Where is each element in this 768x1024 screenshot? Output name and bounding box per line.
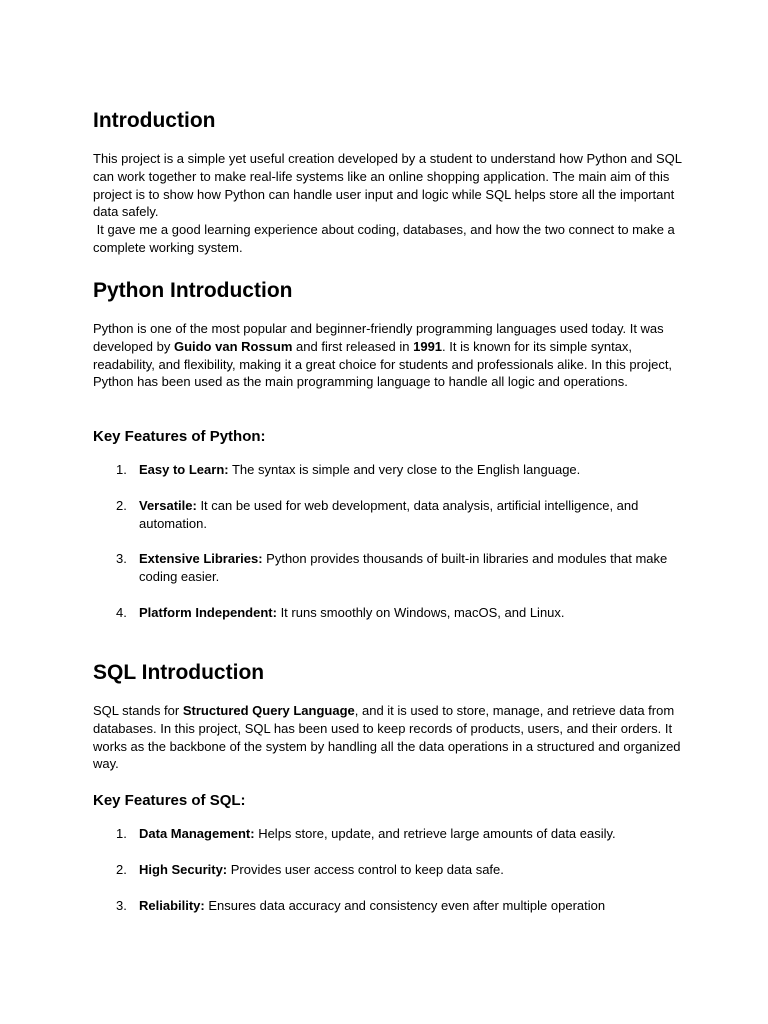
sql-paragraph	[93, 702, 683, 773]
sql-para-text-2: , and it is used to store, manage, and retrieve data from databases. In this project, SQL has been used to keep records of products, users, and their orders. It works as the backbone of the system by handling all the data operations in a structured and organized way.	[93, 703, 681, 772]
intro-paragraph-2: It gave me a good learning experience about coding, databases, and how the two connect to make a complete working system.	[93, 222, 679, 255]
list-item-label: Platform Independent:	[139, 604, 277, 620]
list-item	[93, 461, 683, 479]
intro-paragraph: This project is a simple yet useful creation developed by a student to understand how Python and SQL can work together to make real-life systems like an online shopping application. The main aim of this project is to show how Python can handle user input and logic while SQL helps store all the important data safely.	[93, 151, 682, 220]
list-item-text: Provides user access control to keep data safe.	[227, 861, 504, 877]
sql-features-heading: Key Features of SQL:	[93, 792, 246, 809]
section-heading-sql: SQL Introduction	[93, 661, 265, 684]
list-item-number: 2.	[116, 861, 127, 877]
list-item-text: The syntax is simple and very close to the English language.	[228, 462, 581, 477]
list-item-number: 3.	[116, 551, 127, 567]
python-paragraph	[93, 320, 683, 391]
list-item	[93, 604, 683, 622]
sql-features-list	[93, 825, 683, 914]
list-item-number: 4.	[116, 604, 127, 620]
list-item-label: Reliability:	[139, 897, 205, 913]
python-para-text-1: Python is one of the most popular and beginner-friendly programming languages used today. It was developed by	[93, 321, 664, 354]
list-item	[93, 861, 683, 879]
python-para-bold-year: 1991	[413, 338, 443, 354]
list-item	[93, 897, 683, 915]
list-item	[93, 497, 683, 533]
python-para-text-2: and first released in	[292, 338, 414, 354]
list-item-number: 3.	[116, 897, 127, 913]
section-heading-introduction: Introduction	[93, 109, 216, 132]
python-features-list	[93, 461, 683, 622]
list-item-label: High Security:	[139, 861, 228, 877]
python-para-bold-author: Guido van Rossum	[173, 338, 293, 354]
list-item-number: 1.	[116, 826, 127, 841]
sql-para-bold-term: Structured Query Language	[182, 703, 355, 718]
list-item-label: Versatile:	[139, 497, 197, 513]
list-item-label: Extensive Libraries:	[139, 551, 263, 567]
list-item-text: Ensures data accuracy and consistency even after multiple operation	[204, 897, 606, 913]
list-item-number: 1.	[116, 462, 127, 477]
python-features-heading: Key Features of Python:	[93, 428, 266, 445]
list-item-number: 2.	[116, 497, 127, 513]
list-item-text: It runs smoothly on Windows, macOS, and Linux.	[276, 604, 565, 620]
sql-para-text-1: SQL stands for	[93, 703, 183, 718]
list-item	[93, 550, 683, 586]
list-item-text: Helps store, update, and retrieve large amounts of data easily.	[254, 826, 616, 841]
list-item	[93, 825, 683, 843]
python-para-text-3: . It is known for its simple syntax, readability, and flexibility, making it a great choice for students and professionals alike. In this project, Python has been used as the main programming language to handle all logic and operations.	[93, 338, 673, 390]
list-item-text: Python provides thousands of built-in libraries and modules that make coding easier.	[139, 551, 668, 585]
list-item-label: Data Management:	[139, 826, 255, 841]
list-item-label: Easy to Learn:	[139, 462, 229, 477]
list-item-text: It can be used for web development, data analysis, artificial intelligence, and automation.	[139, 497, 639, 531]
section-heading-python: Python Introduction	[93, 279, 293, 302]
